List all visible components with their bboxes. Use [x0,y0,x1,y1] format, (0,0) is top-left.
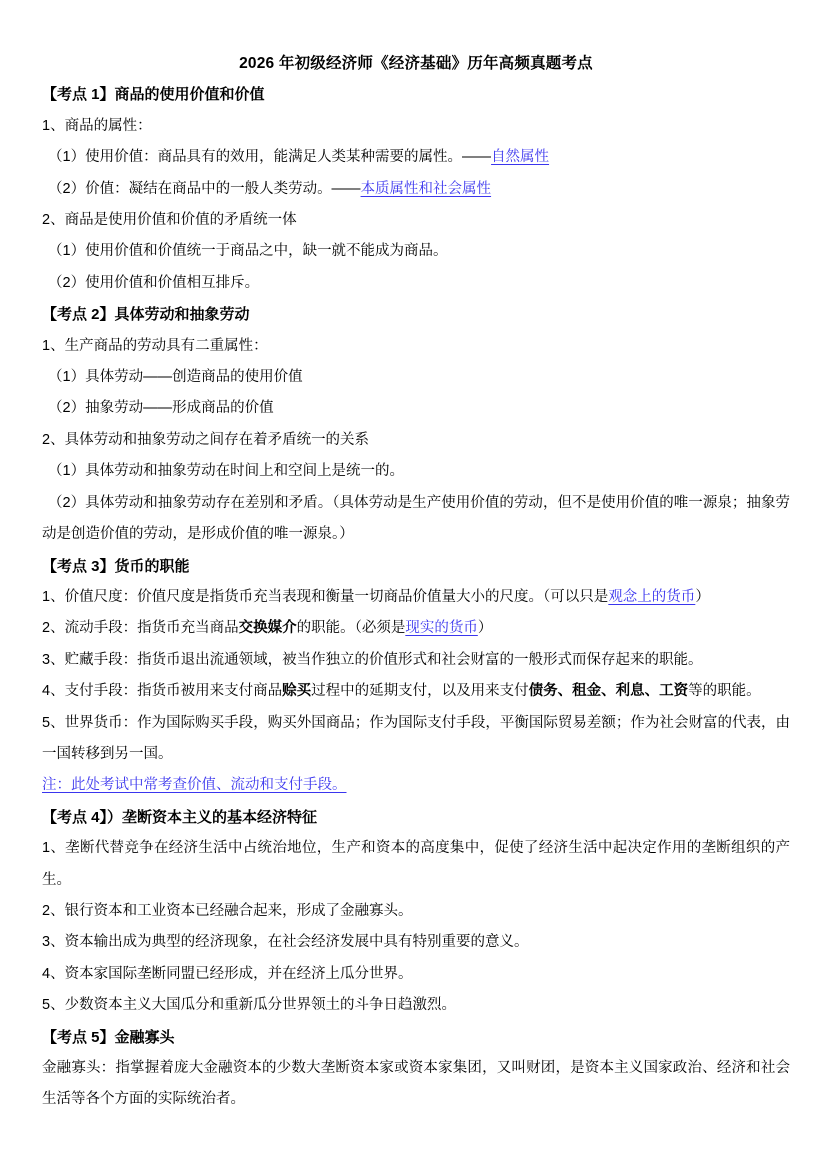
text-run: （1）使用价值：商品具有的效用，能满足人类某种需要的属性。—— [48,149,492,166]
text-run: （1）使用价值和价值统一于商品之中，缺一就不能成为商品。 [48,243,448,260]
text-run: 5、少数资本主义大国瓜分和重新瓜分世界领土的斗争日趋激烈。 [42,997,457,1014]
paragraph [42,205,790,236]
text-run: 【考点 5】金融寡头 [42,1028,175,1046]
paragraph [42,676,790,707]
list-item [42,174,790,205]
paragraph [42,111,790,142]
paragraph [42,959,790,990]
list-item [42,268,790,299]
text-run: 5、世界货币：作为国际购买手段，购买外国商品；作为国际支付手段，平衡国际贸易差额；作为社会财富的代表，由一国转移到另一国。 [42,714,790,762]
bold-text: 交换媒介 [238,620,297,637]
text-run: 3、贮藏手段：指货币退出流通领域，被当作独立的价值形式和社会财富的一般形式而保存起来的职能。 [42,651,703,668]
text-run: ） [695,588,710,605]
text-run: 【考点 2】具体劳动和抽象劳动 [42,306,250,324]
list-item [42,362,790,393]
paragraph [42,425,790,456]
list-item [42,488,790,551]
section-heading [42,1022,790,1053]
paragraph [42,1053,790,1116]
list-item [42,142,790,173]
document-body [42,79,790,1115]
paragraph [42,582,790,613]
text-run: 【考点 3】货币的职能 [42,557,190,575]
paragraph [42,833,790,896]
link[interactable]: 本质属性和社会属性 [360,180,492,197]
paragraph [42,331,790,362]
text-run: 4、资本家国际垄断同盟已经形成，并在经济上瓜分世界。 [42,965,413,982]
paragraph [42,896,790,927]
text-run: （2）具体劳动和抽象劳动存在差别和矛盾。（具体劳动是生产使用价值的劳动，但不是使用价值的唯一源泉；抽象劳动是创造价值的劳动，是形成价值的唯一源泉。） [42,494,790,543]
text-run: 2、商品是使用价值和价值的矛盾统一体 [42,212,297,229]
text-run: 2、具体劳动和抽象劳动之间存在着矛盾统一的关系 [42,431,370,448]
note-line [42,770,790,801]
text-run: 2、流动手段：指货币充当商品 [42,620,239,637]
text-run: 3、资本输出成为典型的经济现象，在社会经济发展中具有特别重要的意义。 [42,934,529,951]
bold-text: 赊买 [282,683,312,700]
text-run: （1）具体劳动——创造商品的使用价值 [48,369,303,386]
text-run: 1、垄断代替竞争在经济生活中占统治地位，生产和资本的高度集中，促使了经济生活中起决定作用的垄断组织的产生。 [42,840,790,888]
text-run: 金融寡头：指掌握着庞大金融资本的少数大垄断资本家或资本家集团，又叫财团，是资本主义国家政治、经济和社会生活等各个方面的实际统治者。 [42,1060,790,1108]
text-run: 1、商品的属性： [42,117,152,134]
section-heading [42,79,790,110]
link[interactable]: 观念上的货币 [608,588,696,605]
list-item [42,236,790,267]
text-run: 的职能。（必须是 [296,620,406,637]
text-run: （1）具体劳动和抽象劳动在时间上和空间上是统一的。 [48,463,405,480]
section-heading [42,299,790,330]
link[interactable]: 自然属性 [491,149,550,166]
page-title: 2026 年初级经济师《经济基础》历年高频真题考点 [239,55,593,72]
text-run: 过程中的延期支付，以及用来支付 [311,683,529,700]
text-run: 1、价值尺度：价值尺度是指货币充当表现和衡量一切商品价值量大小的尺度。（可以只是 [42,588,609,605]
paragraph [42,613,790,644]
text-run: 4、支付手段：指货币被用来支付商品 [42,683,283,700]
paragraph [42,927,790,958]
text-run: 等的职能。 [688,683,761,700]
list-item [42,393,790,424]
section-heading [42,802,790,833]
text-run: （2）抽象劳动——形成商品的价值 [48,400,274,417]
link[interactable]: 现实的货币 [405,620,478,637]
paragraph [42,990,790,1021]
text-run: ） [477,620,493,637]
text-run: （2）使用价值和价值相互排斥。 [48,274,260,291]
text-run: 【考点 4】）垄断资本主义的基本经济特征 [42,808,318,826]
bold-text: 债务、租金、利息、工资 [528,683,689,700]
text-run: 【考点 1】商品的使用价值和价值 [42,86,265,104]
paragraph [42,708,790,771]
text-run: 2、银行资本和工业资本已经融合起来，形成了金融寡头。 [42,902,413,919]
paragraph [42,645,790,676]
section-heading [42,551,790,582]
link[interactable]: 注：此处考试中常考查价值、流动和支付手段。 [42,777,347,794]
text-run: 1、生产商品的劳动具有二重属性： [42,337,268,354]
list-item [42,456,790,487]
text-run: （2）价值：凝结在商品中的一般人类劳动。—— [48,180,361,197]
